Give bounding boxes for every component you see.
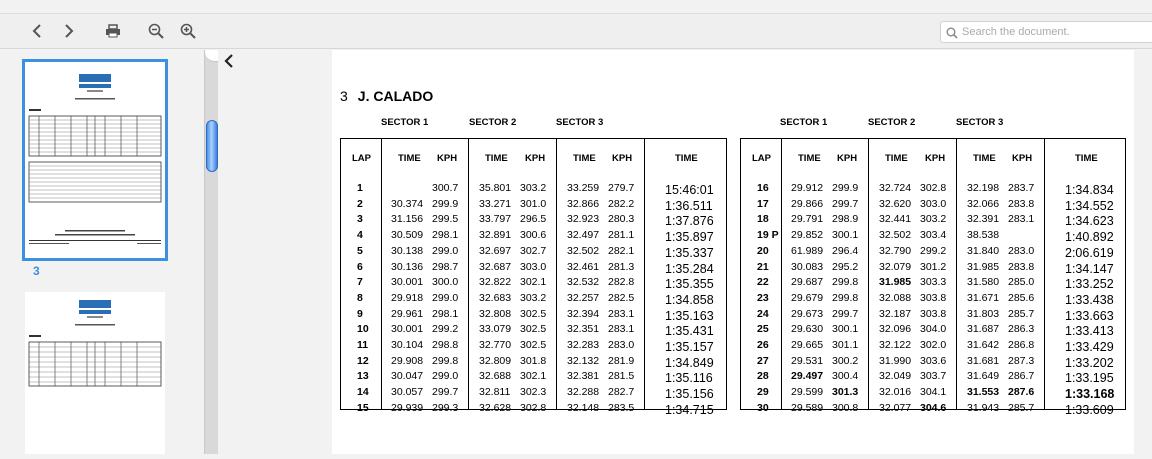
- sector-s1t: 29.866: [791, 197, 824, 210]
- sector-s2k: 299.2: [920, 244, 947, 257]
- sector-s1k: 299.8: [832, 291, 859, 304]
- sector-s3k: 283.8: [1008, 197, 1035, 210]
- toolbar: [0, 13, 1152, 49]
- sector-s3k: 283.1: [1008, 213, 1035, 226]
- lap-number: 14: [357, 386, 369, 399]
- sector-s1t: 29.679: [791, 291, 824, 304]
- sector-s2t: 31.985: [879, 276, 912, 289]
- sector-s2k: 303.8: [920, 307, 947, 320]
- lap-time: 15:46:01: [665, 183, 714, 197]
- sector-s1t: 31.156: [391, 213, 424, 226]
- sector-s3k: 286.8: [1008, 339, 1035, 351]
- lap-number: 21: [757, 260, 769, 273]
- sector-s3t: 31.840: [967, 244, 1000, 257]
- lap-number: 1: [357, 182, 363, 194]
- lap-number: 18: [757, 213, 769, 226]
- sector-s3t: 32.283: [567, 339, 600, 351]
- driver-name: J. CALADO: [357, 88, 434, 104]
- sector-s3k: 281.1: [608, 229, 635, 242]
- time-header: TIME: [485, 153, 508, 164]
- sector-label: SECTOR 2: [469, 117, 517, 128]
- sector-s2k: 302.0: [920, 339, 947, 351]
- sector-s3k: 283.1: [608, 323, 635, 336]
- sector-s1t: 30.138: [391, 244, 424, 257]
- sector-s1k: 299.0: [432, 291, 459, 304]
- sector-s3t: 31.985: [967, 260, 1000, 273]
- sector-s3k: 286.3: [1008, 323, 1035, 336]
- sector-s1k: 299.7: [432, 386, 459, 399]
- zoom-out-icon[interactable]: [145, 20, 167, 42]
- sector-s1k: 299.2: [432, 323, 459, 336]
- sector-s3t: 31.671: [967, 291, 1000, 304]
- sector-s3t: 32.502: [567, 244, 600, 257]
- collapse-sidebar-icon[interactable]: [222, 52, 236, 70]
- lap-time: 1:33.202: [1065, 355, 1114, 370]
- table-column-rule: [956, 139, 957, 409]
- table-column-rule: [644, 139, 645, 409]
- scrollbar-thumb[interactable]: [206, 120, 218, 172]
- sector-s1k: 300.1: [832, 323, 859, 336]
- sector-s1k: 299.7: [832, 307, 859, 320]
- sector-s1k: 299.8: [832, 276, 859, 289]
- sector-s2t: 33.079: [479, 323, 512, 336]
- sector-s2k: 302.8: [520, 401, 547, 414]
- table-column-rule: [781, 139, 782, 409]
- sector-s2t: 32.687: [479, 260, 512, 273]
- lap-time: 1:35.116: [665, 371, 713, 386]
- driver-heading: [340, 88, 433, 104]
- table-column-rule: [868, 139, 869, 409]
- sector-s1t: 29.599: [791, 386, 824, 399]
- sector-s1t: 29.961: [391, 307, 424, 320]
- lap-number: 23: [757, 291, 769, 304]
- sector-s2k: 304.6: [920, 401, 947, 414]
- sector-s1k: 300.0: [432, 276, 459, 289]
- sector-s1t: 29.852: [791, 229, 824, 242]
- sector-s2k: 303.0: [920, 197, 947, 210]
- sector-s2k: 302.7: [520, 244, 547, 257]
- sector-s1t: 29.939: [391, 401, 424, 414]
- time-header: TIME: [398, 153, 421, 164]
- lap-time: 1:33.252: [1065, 277, 1114, 292]
- lap-time: 1:34.147: [1065, 261, 1114, 276]
- lap-time: 1:35.355: [665, 277, 714, 292]
- sector-s2k: 301.0: [520, 197, 547, 210]
- scrollbar-cap: [205, 50, 218, 62]
- sector-s3k: 283.1: [608, 307, 635, 320]
- sector-s2k: 302.5: [520, 323, 547, 336]
- sector-s2k: 303.2: [520, 182, 547, 194]
- lap-time: 1:35.897: [665, 230, 714, 245]
- sector-label: SECTOR 1: [780, 117, 828, 128]
- laptime-header: TIME: [1075, 153, 1098, 164]
- lap-number: 26: [757, 339, 769, 351]
- sector-s1t: 30.083: [791, 260, 824, 273]
- page-thumbnail[interactable]: [25, 292, 165, 454]
- lap-header: LAP: [352, 153, 371, 164]
- time-header: TIME: [973, 153, 996, 164]
- lap-time: 1:33.429: [1065, 340, 1114, 354]
- sector-label: SECTOR 3: [956, 117, 1004, 128]
- sector-label: SECTOR 3: [556, 117, 604, 128]
- sector-s1k: 300.4: [832, 370, 859, 383]
- thumbnail-sidebar: [0, 50, 204, 454]
- driver-number: 3: [340, 88, 348, 104]
- table-column-rule: [381, 139, 382, 409]
- sector-s3t: 31.687: [967, 323, 1000, 336]
- sector-s1t: 30.047: [391, 370, 424, 383]
- sector-s1k: 300.2: [832, 354, 859, 367]
- time-header: TIME: [798, 153, 821, 164]
- sector-s1k: 299.0: [432, 244, 459, 257]
- lap-number: 9: [357, 307, 363, 320]
- sector-s2t: 32.096: [879, 323, 912, 336]
- sector-s1k: 299.9: [832, 182, 859, 194]
- sector-s2k: 303.8: [920, 291, 947, 304]
- lap-time: 1:35.156: [665, 387, 714, 402]
- back-icon[interactable]: [26, 20, 48, 42]
- sector-s1k: 299.0: [432, 370, 459, 383]
- lap-time: 1:33.438: [1065, 292, 1114, 307]
- kph-header: KPH: [437, 153, 458, 164]
- table-column-rule: [1044, 139, 1045, 409]
- sector-s3t: 32.461: [567, 260, 600, 273]
- lap-time: 1:34.858: [665, 292, 714, 307]
- sector-s3t: 32.532: [567, 276, 600, 289]
- sector-s1k: 299.7: [832, 197, 859, 210]
- sector-s1k: 300.7: [432, 182, 459, 194]
- sector-s1t: 29.908: [391, 354, 424, 367]
- sector-s3t: 32.132: [567, 354, 600, 367]
- sector-s2k: 303.0: [520, 260, 547, 273]
- sector-s1k: 298.1: [432, 229, 459, 242]
- sidebar-scrollbar[interactable]: [204, 50, 218, 454]
- page-thumbnail-image: [25, 292, 165, 454]
- lap-number: 22: [757, 276, 769, 289]
- lap-time: 1:36.511: [665, 198, 713, 213]
- lap-time: 1:35.431: [665, 324, 714, 339]
- sector-s3t: 32.381: [567, 370, 600, 383]
- sector-s2t: 32.502: [879, 229, 912, 242]
- lap-time: 1:40.892: [1065, 230, 1114, 245]
- kph-header: KPH: [925, 153, 946, 164]
- sector-s2k: 304.1: [920, 386, 947, 399]
- sector-s1t: 30.509: [391, 229, 424, 242]
- sector-s3k: 285.7: [1008, 307, 1035, 320]
- sector-s2t: 33.797: [479, 213, 512, 226]
- sector-s2t: 32.811: [479, 386, 511, 399]
- document-page: [332, 50, 1134, 454]
- sector-s1k: 301.1: [832, 339, 859, 351]
- sector-s1k: 299.9: [432, 197, 459, 210]
- lap-time: 1:33.195: [1065, 371, 1114, 386]
- sector-s1k: 299.8: [432, 354, 459, 367]
- sector-s1k: 298.1: [432, 307, 459, 320]
- sector-s2k: 303.3: [920, 276, 947, 289]
- sector-s2t: 32.770: [479, 339, 512, 351]
- print-icon[interactable]: [102, 20, 124, 42]
- lap-time: 1:35.157: [665, 340, 714, 354]
- sector-s3t: 31.580: [967, 276, 1000, 289]
- lap-time: 1:34.849: [665, 355, 714, 370]
- sector-s1t: 29.912: [791, 182, 824, 194]
- sector-s1k: 301.3: [832, 386, 859, 399]
- sector-s1t: 30.001: [391, 276, 424, 289]
- lap-number: 28: [757, 370, 769, 383]
- sector-s2t: 32.187: [879, 307, 912, 320]
- sector-s1t: 29.673: [791, 307, 824, 320]
- sector-s2k: 301.8: [520, 354, 547, 367]
- sector-s1k: 298.9: [832, 213, 859, 226]
- lap-header: LAP: [752, 153, 771, 164]
- sector-s2k: 302.8: [920, 182, 947, 194]
- kph-header: KPH: [612, 153, 633, 164]
- search-box[interactable]: [940, 21, 1152, 43]
- lap-time: 1:33.168: [1065, 387, 1115, 402]
- sector-s3t: 32.257: [567, 291, 600, 304]
- sector-s2k: 302.1: [520, 370, 547, 383]
- sector-s3k: 283.0: [608, 339, 635, 351]
- sector-s2k: 304.0: [920, 323, 947, 336]
- sector-s3t: 32.497: [567, 229, 600, 242]
- viewer-right-gutter: [1134, 50, 1152, 454]
- sector-s1t: 29.687: [791, 276, 824, 289]
- sector-s2t: 32.441: [879, 213, 912, 226]
- sector-s3k: 282.5: [608, 291, 635, 304]
- sector-s2k: 302.1: [520, 276, 547, 289]
- sector-s3k: 283.8: [1008, 260, 1035, 273]
- sector-s2k: 303.6: [920, 354, 947, 367]
- lap-number: 17: [757, 197, 769, 210]
- sector-s1t: 61.989: [791, 244, 824, 257]
- sector-s1t: 30.136: [391, 260, 424, 273]
- sector-s3k: 285.6: [1008, 291, 1035, 304]
- sector-s3k: 282.7: [608, 386, 635, 399]
- sector-s2t: 35.801: [479, 182, 512, 194]
- page-thumbnail-image: [25, 62, 165, 258]
- sector-s2t: 32.088: [879, 291, 912, 304]
- page-thumbnail-active[interactable]: [25, 62, 165, 258]
- lap-time: 1:34.715: [665, 402, 714, 417]
- lap-time: 2:06.619: [1065, 245, 1114, 260]
- sector-s2t: 32.808: [479, 307, 512, 320]
- sector-s3t: 31.642: [967, 339, 1000, 351]
- lap-time: 1:34.623: [1065, 214, 1114, 229]
- sector-s3k: 281.3: [608, 260, 635, 273]
- lap-number: 13: [357, 370, 369, 383]
- sector-s3k: 283.7: [1008, 182, 1035, 194]
- sector-s3t: 31.681: [967, 354, 1000, 367]
- sector-s3k: 285.0: [1008, 276, 1035, 289]
- search-input[interactable]: [962, 24, 1147, 40]
- sector-s1k: 299.5: [432, 213, 459, 226]
- sector-label: SECTOR 2: [868, 117, 916, 128]
- lap-number: 4: [357, 229, 363, 242]
- sector-s1t: 29.791: [791, 213, 824, 226]
- page-number-label: 3: [33, 264, 40, 278]
- search-icon: [946, 27, 958, 39]
- sector-s3t: 32.391: [967, 213, 1000, 226]
- lap-number: 20: [757, 244, 769, 257]
- sector-s2t: 32.628: [479, 401, 512, 414]
- sector-s1k: 299.3: [432, 401, 459, 414]
- sector-s2k: 303.2: [920, 213, 947, 226]
- sector-s3k: 285.7: [1008, 401, 1035, 414]
- sector-s3k: 279.7: [608, 182, 635, 194]
- sector-s3t: 32.351: [567, 323, 600, 336]
- time-header: TIME: [885, 153, 908, 164]
- sector-s1t: 30.057: [391, 386, 424, 399]
- sector-s1t: 29.589: [791, 401, 824, 414]
- lap-number: 24: [757, 307, 769, 320]
- sector-s1t: 30.104: [391, 339, 424, 351]
- sector-s2t: 32.683: [479, 291, 512, 304]
- sector-s2k: 303.4: [920, 229, 947, 242]
- sector-s3k: 282.8: [608, 276, 635, 289]
- lap-table-right: [740, 138, 1126, 417]
- sector-s2t: 32.688: [479, 370, 512, 383]
- sector-s3k: 280.3: [608, 213, 635, 226]
- lap-number: 7: [357, 276, 363, 289]
- sector-s2t: 32.891: [479, 229, 512, 242]
- kph-header: KPH: [837, 153, 858, 164]
- lap-number: 30: [757, 401, 769, 414]
- table-column-rule: [468, 139, 469, 409]
- lap-time: 1:33.609: [1065, 402, 1114, 417]
- sector-s2t: 32.822: [479, 276, 512, 289]
- sector-label: SECTOR 1: [381, 117, 429, 128]
- sector-s3k: 287.6: [1008, 386, 1035, 399]
- lap-number: 16: [757, 182, 769, 194]
- sector-s2t: 31.990: [879, 354, 912, 367]
- sector-s3t: 32.866: [567, 197, 600, 210]
- lap-number: 29: [757, 386, 769, 399]
- lap-time: 1:33.663: [1065, 308, 1114, 323]
- lap-number: 15: [357, 401, 369, 414]
- sector-s2t: 32.724: [879, 182, 912, 194]
- table-column-rule: [556, 139, 557, 409]
- sector-s2t: 32.697: [479, 244, 512, 257]
- sector-s1k: 295.2: [832, 260, 859, 273]
- sector-s1k: 300.8: [832, 401, 859, 414]
- sector-s2t: 32.079: [879, 260, 912, 273]
- lap-number: 19 P: [757, 229, 779, 242]
- lap-number: 2: [357, 197, 363, 210]
- sector-s3k: 286.7: [1008, 370, 1035, 383]
- laptime-header: TIME: [675, 153, 698, 164]
- sector-s3t: 31.803: [967, 307, 1000, 320]
- sector-s1t: 30.374: [391, 197, 424, 210]
- lap-number: 3: [357, 213, 363, 226]
- sector-s3t: 32.394: [567, 307, 600, 320]
- sector-s1t: 29.531: [791, 354, 824, 367]
- lap-number: 11: [357, 339, 369, 351]
- lap-number: 6: [357, 260, 363, 273]
- lap-time: 1:35.284: [665, 261, 714, 276]
- lap-time: 1:37.876: [665, 214, 714, 229]
- kph-header: KPH: [525, 153, 546, 164]
- sector-s3k: 287.3: [1008, 354, 1035, 367]
- sector-s2k: 302.5: [520, 307, 547, 320]
- sector-s3k: 281.9: [608, 354, 635, 367]
- lap-number: 5: [357, 244, 363, 257]
- sector-s2k: 301.2: [920, 260, 947, 273]
- lap-number: 10: [357, 323, 369, 336]
- sector-s2t: 32.077: [879, 401, 912, 414]
- lap-time: 1:33.413: [1065, 324, 1114, 339]
- sector-s3t: 31.649: [967, 370, 1000, 383]
- sector-s3t: 33.259: [567, 182, 600, 194]
- sector-s3t: 32.288: [567, 386, 600, 399]
- sector-s2t: 32.790: [879, 244, 912, 257]
- sector-s3t: 31.553: [967, 386, 1000, 399]
- sector-s1k: 300.1: [832, 229, 859, 242]
- sector-s2t: 32.049: [879, 370, 912, 383]
- kph-header: KPH: [1012, 153, 1033, 164]
- sector-s3t: 32.148: [567, 401, 600, 414]
- sector-s2t: 32.122: [879, 339, 912, 351]
- sector-s3t: 32.198: [967, 182, 1000, 194]
- lap-time: 1:34.552: [1065, 198, 1114, 213]
- sector-s1k: 296.4: [832, 244, 859, 257]
- sector-s3k: 281.5: [608, 370, 635, 383]
- zoom-in-icon[interactable]: [177, 20, 199, 42]
- sector-s1k: 298.8: [432, 339, 459, 351]
- lap-time: 1:35.337: [665, 245, 714, 260]
- sector-s3k: 283.5: [608, 401, 635, 414]
- sector-s2t: 32.016: [879, 386, 912, 399]
- sector-s1t: 29.918: [391, 291, 424, 304]
- sector-s1t: 29.497: [791, 370, 824, 383]
- lap-number: 27: [757, 354, 769, 367]
- lap-number: 8: [357, 291, 363, 304]
- time-header: TIME: [573, 153, 596, 164]
- sector-s1k: 298.7: [432, 260, 459, 273]
- lap-number: 25: [757, 323, 769, 336]
- forward-icon[interactable]: [58, 20, 80, 42]
- sector-s2k: 303.7: [920, 370, 947, 383]
- sector-s3t: 32.923: [567, 213, 600, 226]
- viewer-gutter: [219, 50, 332, 454]
- sector-s1t: 29.665: [791, 339, 824, 351]
- sector-s2t: 33.271: [479, 197, 512, 210]
- sector-s3t: 32.066: [967, 197, 1000, 210]
- sector-s3k: 283.0: [1008, 244, 1035, 257]
- lap-table-left: [340, 138, 727, 417]
- sector-s2k: 303.2: [520, 291, 547, 304]
- sector-s3k: 282.2: [608, 197, 635, 210]
- sector-s3t: 31.943: [967, 401, 1000, 414]
- sector-s3k: 282.1: [608, 244, 635, 257]
- sector-s2k: 296.5: [520, 213, 547, 226]
- sector-s2k: 300.6: [520, 229, 547, 242]
- lap-number: 12: [357, 354, 369, 367]
- sector-s2t: 32.620: [879, 197, 912, 210]
- sector-s2k: 302.5: [520, 339, 547, 351]
- sector-s2k: 302.3: [520, 386, 547, 399]
- sector-s2t: 32.809: [479, 354, 512, 367]
- lap-time: 1:35.163: [665, 308, 714, 323]
- lap-time: 1:34.834: [1065, 183, 1114, 197]
- sector-s1t: 30.001: [391, 323, 424, 336]
- sector-s3t: 38.538: [967, 229, 1000, 242]
- sector-s1t: 29.630: [791, 323, 824, 336]
